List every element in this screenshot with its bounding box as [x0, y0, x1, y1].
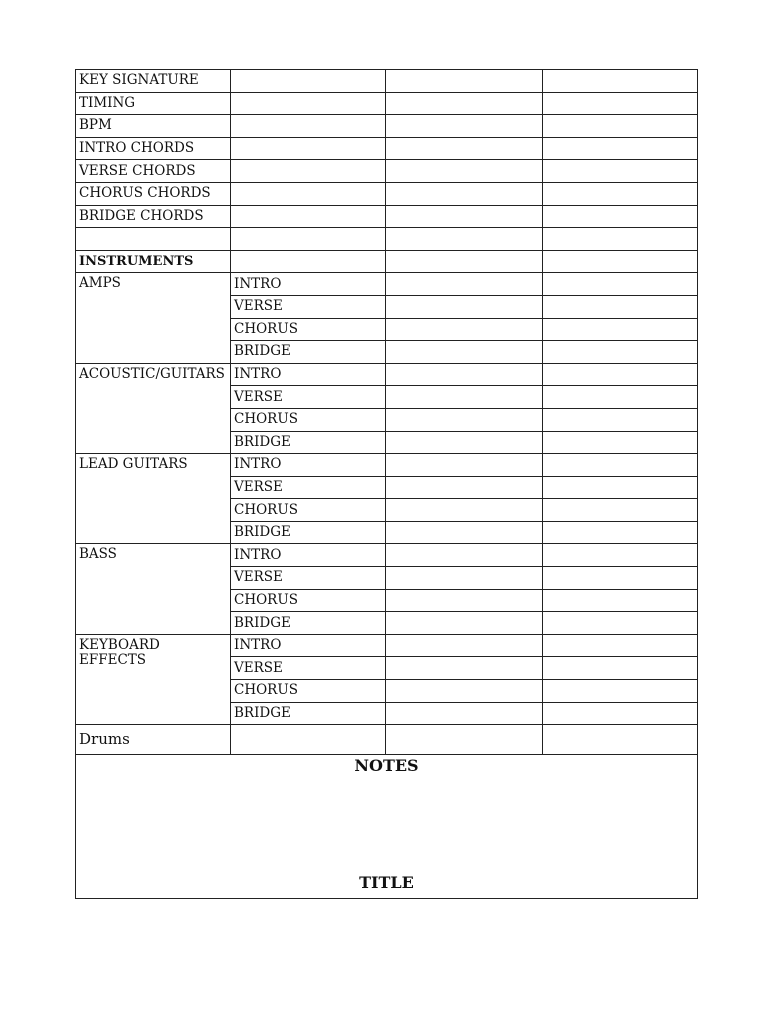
label-verse-chords: VERSE CHORDS — [76, 160, 231, 183]
input-cell[interactable] — [386, 250, 543, 273]
input-cell[interactable] — [386, 182, 543, 205]
input-cell[interactable] — [543, 567, 698, 590]
input-cell[interactable] — [386, 295, 543, 318]
section-label: INTRO — [231, 273, 386, 296]
input-cell[interactable] — [543, 589, 698, 612]
song-sheet-table — [75, 69, 698, 899]
input-cell[interactable] — [543, 386, 698, 409]
input-cell[interactable] — [543, 273, 698, 296]
instrument-section-row — [76, 634, 698, 657]
row-drums — [76, 725, 698, 755]
input-cell[interactable] — [543, 702, 698, 725]
input-cell[interactable] — [231, 725, 386, 755]
input-cell[interactable] — [386, 476, 543, 499]
section-label: CHORUS — [231, 680, 386, 703]
row-intro-chords — [76, 137, 698, 160]
section-label: VERSE — [231, 386, 386, 409]
instrument-label: KEYBOARD EFFECTS — [76, 634, 231, 724]
instruments-header: INSTRUMENTS — [76, 250, 231, 273]
input-cell[interactable] — [386, 92, 543, 115]
section-label: CHORUS — [231, 408, 386, 431]
instrument-section-row — [76, 273, 698, 296]
input-cell[interactable] — [543, 612, 698, 635]
input-cell[interactable] — [386, 657, 543, 680]
label-bridge-chords: BRIDGE CHORDS — [76, 205, 231, 228]
label-bpm: BPM — [76, 115, 231, 138]
instrument-label: BASS — [76, 544, 231, 634]
input-cell[interactable] — [543, 318, 698, 341]
input-cell[interactable] — [543, 657, 698, 680]
input-cell[interactable] — [386, 499, 543, 522]
section-label: CHORUS — [231, 499, 386, 522]
input-cell[interactable] — [543, 250, 698, 273]
instrument-label: AMPS — [76, 273, 231, 363]
input-cell[interactable] — [543, 182, 698, 205]
input-cell[interactable] — [76, 228, 231, 251]
input-cell[interactable] — [543, 160, 698, 183]
input-cell[interactable] — [386, 544, 543, 567]
section-label: INTRO — [231, 544, 386, 567]
section-label: BRIDGE — [231, 612, 386, 635]
input-cell[interactable] — [543, 454, 698, 477]
input-cell[interactable] — [386, 408, 543, 431]
input-cell[interactable] — [543, 341, 698, 364]
input-cell[interactable] — [386, 273, 543, 296]
input-cell[interactable] — [386, 521, 543, 544]
input-cell[interactable] — [231, 137, 386, 160]
row-instruments-header — [76, 250, 698, 273]
input-cell[interactable] — [543, 680, 698, 703]
input-cell[interactable] — [386, 725, 543, 755]
title-heading: TITLE — [359, 873, 414, 893]
label-drums: Drums — [76, 725, 231, 755]
input-cell[interactable] — [543, 431, 698, 454]
section-label: INTRO — [231, 363, 386, 386]
label-intro-chords: INTRO CHORDS — [76, 137, 231, 160]
section-label: CHORUS — [231, 589, 386, 612]
label-chorus-chords: CHORUS CHORDS — [76, 182, 231, 205]
input-cell[interactable] — [543, 725, 698, 755]
section-label: BRIDGE — [231, 521, 386, 544]
input-cell[interactable] — [543, 228, 698, 251]
input-cell[interactable] — [543, 521, 698, 544]
section-label: BRIDGE — [231, 702, 386, 725]
instrument-label: LEAD GUITARS — [76, 454, 231, 544]
input-cell[interactable] — [386, 431, 543, 454]
row-verse-chords — [76, 160, 698, 183]
input-cell[interactable] — [386, 702, 543, 725]
label-timing: TIMING — [76, 92, 231, 115]
section-label: INTRO — [231, 634, 386, 657]
input-cell[interactable] — [386, 160, 543, 183]
instrument-label: ACOUSTIC/GUITARS — [76, 363, 231, 453]
row-key-signature — [76, 70, 698, 93]
row-chorus-chords — [76, 182, 698, 205]
input-cell[interactable] — [543, 363, 698, 386]
input-cell[interactable] — [231, 228, 386, 251]
row-bpm — [76, 115, 698, 138]
input-cell[interactable] — [543, 70, 698, 93]
section-label: INTRO — [231, 454, 386, 477]
instrument-section-row — [76, 363, 698, 386]
input-cell[interactable] — [543, 499, 698, 522]
input-cell[interactable] — [231, 92, 386, 115]
input-cell[interactable] — [386, 318, 543, 341]
label-key-signature: KEY SIGNATURE — [76, 70, 231, 93]
input-cell[interactable] — [543, 92, 698, 115]
input-cell[interactable] — [231, 160, 386, 183]
notes-area[interactable] — [76, 755, 698, 899]
section-label: BRIDGE — [231, 431, 386, 454]
section-label: CHORUS — [231, 318, 386, 341]
section-label: VERSE — [231, 567, 386, 590]
input-cell[interactable] — [386, 386, 543, 409]
input-cell[interactable] — [543, 205, 698, 228]
input-cell[interactable] — [386, 228, 543, 251]
input-cell[interactable] — [543, 295, 698, 318]
input-cell[interactable] — [386, 589, 543, 612]
section-label: VERSE — [231, 295, 386, 318]
input-cell[interactable] — [386, 70, 543, 93]
input-cell[interactable] — [543, 115, 698, 138]
row-notes — [76, 755, 698, 899]
input-cell[interactable] — [543, 634, 698, 657]
input-cell[interactable] — [386, 680, 543, 703]
input-cell[interactable] — [386, 341, 543, 364]
input-cell[interactable] — [543, 137, 698, 160]
input-cell[interactable] — [386, 137, 543, 160]
instrument-rows — [76, 273, 698, 725]
row-timing — [76, 92, 698, 115]
input-cell[interactable] — [386, 612, 543, 635]
input-cell[interactable] — [386, 363, 543, 386]
instrument-section-row — [76, 454, 698, 477]
row-bridge-chords — [76, 205, 698, 228]
section-label: VERSE — [231, 476, 386, 499]
section-label: BRIDGE — [231, 341, 386, 364]
section-label: VERSE — [231, 657, 386, 680]
input-cell[interactable] — [386, 454, 543, 477]
input-cell[interactable] — [543, 544, 698, 567]
input-cell[interactable] — [231, 250, 386, 273]
input-cell[interactable] — [231, 205, 386, 228]
input-cell[interactable] — [231, 70, 386, 93]
row-blank — [76, 228, 698, 251]
input-cell[interactable] — [231, 115, 386, 138]
input-cell[interactable] — [386, 567, 543, 590]
notes-heading: NOTES — [354, 756, 419, 776]
input-cell[interactable] — [386, 634, 543, 657]
input-cell[interactable] — [231, 182, 386, 205]
input-cell[interactable] — [543, 408, 698, 431]
input-cell[interactable] — [386, 205, 543, 228]
instrument-section-row — [76, 544, 698, 567]
input-cell[interactable] — [386, 115, 543, 138]
input-cell[interactable] — [543, 476, 698, 499]
